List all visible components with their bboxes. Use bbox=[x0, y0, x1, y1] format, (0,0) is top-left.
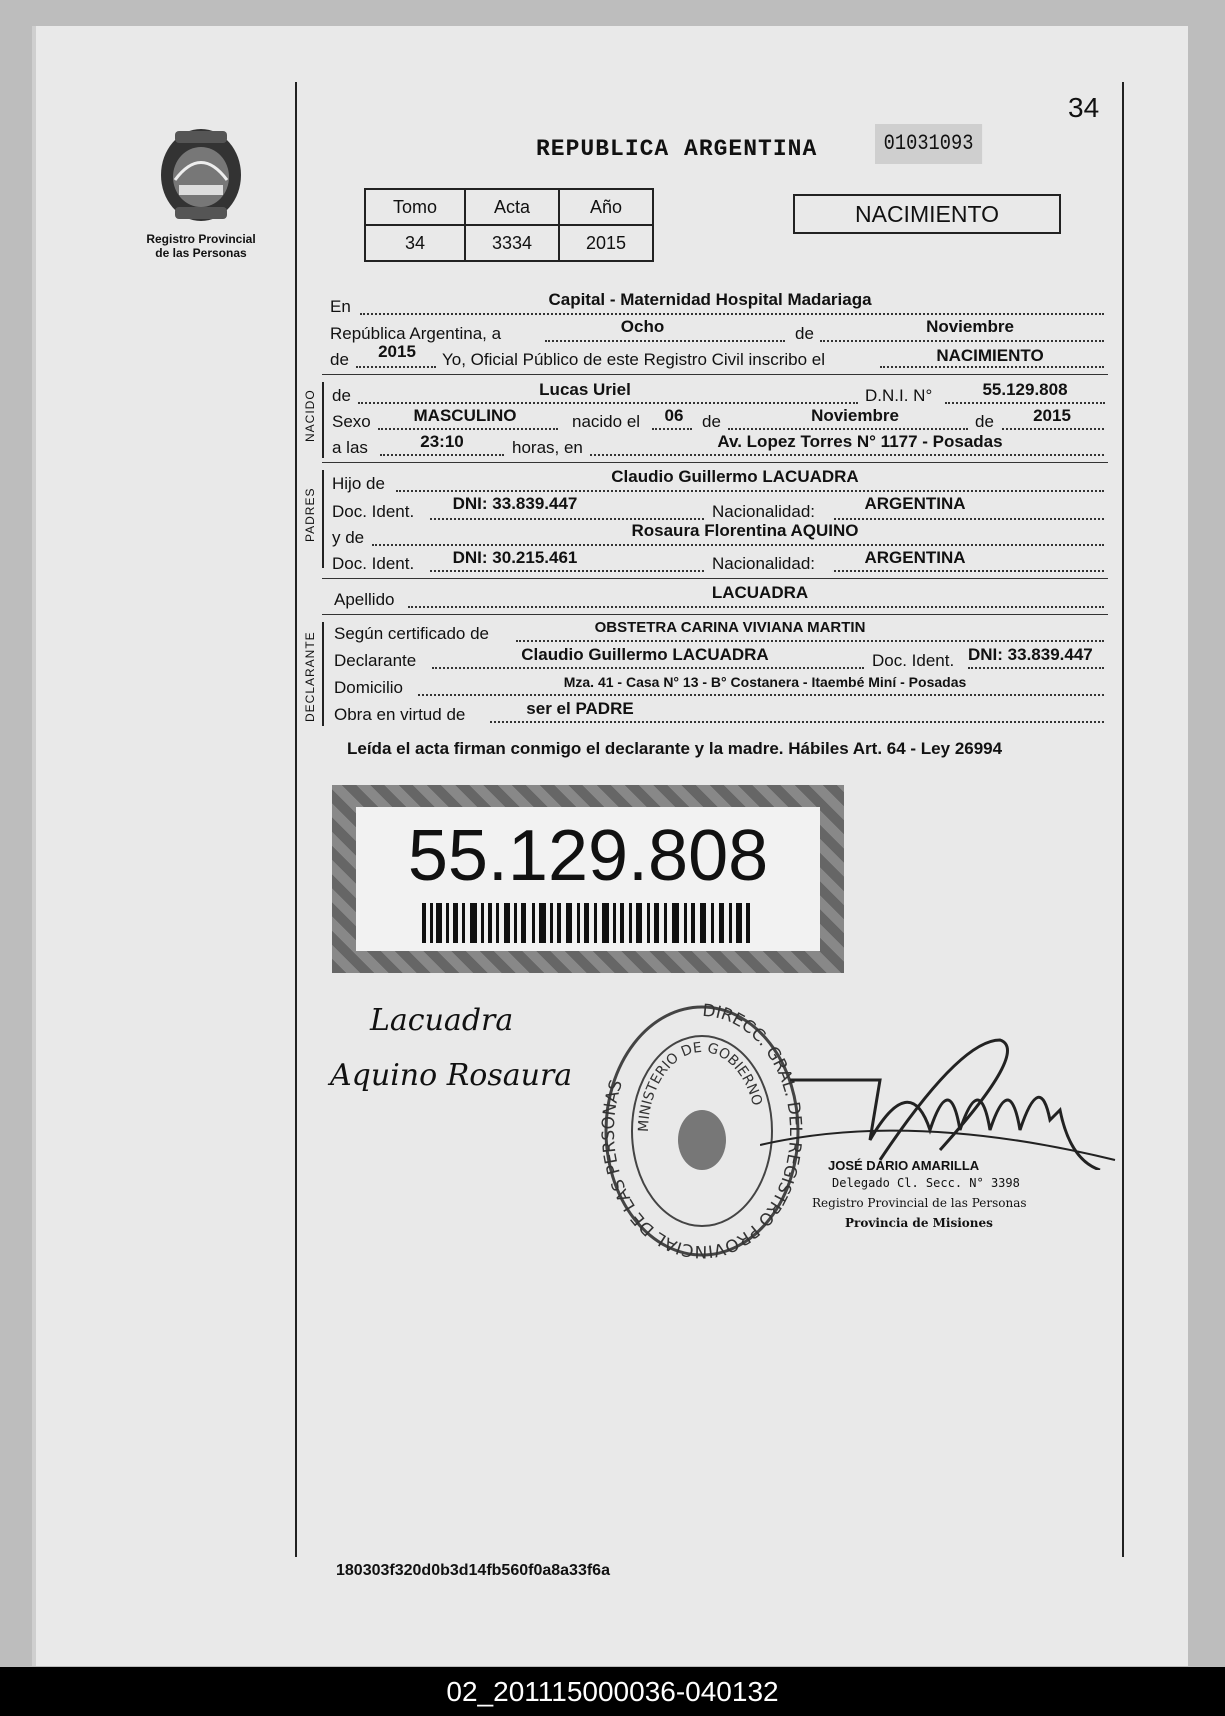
birth-place: Capital - Maternidad Hospital Madariaga bbox=[548, 290, 872, 309]
mother-doc: DNI: 30.215.461 bbox=[452, 548, 578, 567]
certificado-value: OBSTETRA CARINA VIVIANA MARTIN bbox=[594, 619, 866, 636]
child-dni: 55.129.808 bbox=[982, 380, 1068, 399]
nacido-section-label: NACIDO bbox=[303, 389, 317, 442]
separator bbox=[322, 462, 1108, 463]
dotted-line bbox=[378, 428, 558, 430]
dotted-line bbox=[652, 428, 692, 430]
dni-sticker-number: 55.129.808 bbox=[407, 816, 769, 896]
province-seal-icon bbox=[155, 125, 247, 225]
dotted-line bbox=[590, 454, 1104, 456]
mother-signature: Aquino Rosaura bbox=[330, 1058, 573, 1093]
dotted-line bbox=[432, 667, 864, 669]
tomo-header: Tomo bbox=[365, 189, 465, 225]
nacionalidad-label: Nacionalidad: bbox=[712, 502, 816, 521]
dotted-line bbox=[360, 313, 1104, 315]
declarante-name: Claudio Guillermo LACUADRA bbox=[521, 645, 769, 664]
document-type-box: NACIMIENTO bbox=[793, 194, 1061, 234]
anio-header: Año bbox=[559, 189, 653, 225]
declarante-doc: DNI: 33.839.447 bbox=[968, 645, 1093, 664]
act-year: 2015 bbox=[378, 342, 416, 361]
birth-month: Noviembre bbox=[811, 406, 899, 425]
dotted-line bbox=[545, 340, 785, 342]
dni-sticker bbox=[332, 785, 844, 973]
declarante-section-label: DECLARANTE bbox=[303, 631, 317, 722]
de-label: de bbox=[975, 412, 994, 431]
dotted-line bbox=[880, 366, 1104, 368]
en-label: En bbox=[330, 297, 351, 316]
dni-label: D.N.I. N° bbox=[865, 386, 933, 405]
country-title: REPUBLICA ARGENTINA bbox=[536, 136, 818, 162]
dotted-line bbox=[396, 490, 1104, 492]
section-bar bbox=[322, 470, 324, 568]
de2-label: de bbox=[330, 350, 349, 369]
dotted-line bbox=[728, 428, 968, 430]
doc-ident-label: Doc. Ident. bbox=[332, 502, 415, 521]
hijo-de-label: Hijo de bbox=[332, 474, 385, 493]
dotted-line bbox=[372, 544, 1104, 546]
dotted-line bbox=[356, 366, 436, 368]
dotted-line bbox=[820, 340, 1104, 342]
dotted-line bbox=[430, 518, 704, 520]
separator bbox=[322, 374, 1108, 375]
domicilio-label: Domicilio bbox=[334, 678, 403, 697]
stamp-inner-text: MINISTERIO DE GOBIERNO bbox=[635, 1039, 765, 1133]
apellido-label: Apellido bbox=[334, 590, 395, 609]
mother-nationality: ARGENTINA bbox=[864, 548, 966, 567]
left-margin-line bbox=[295, 82, 297, 1557]
separator bbox=[322, 578, 1108, 579]
obra-value: ser el PADRE bbox=[526, 699, 634, 718]
father-name: Claudio Guillermo LACUADRA bbox=[611, 467, 859, 486]
birth-year: 2015 bbox=[1033, 406, 1071, 425]
official-name: JOSÉ DARIO AMARILLA bbox=[828, 1158, 980, 1173]
closing-statement: Leída el acta firman conmigo el declarante y la madre. Hábiles Art. 64 - Ley 26994 bbox=[347, 739, 1003, 758]
act-day: Ocho bbox=[620, 317, 665, 336]
acta-header: Acta bbox=[465, 189, 559, 225]
separator bbox=[322, 614, 1108, 615]
segun-label: Según certificado de bbox=[334, 624, 489, 643]
birth-address: Av. Lopez Torres N° 1177 - Posadas bbox=[717, 432, 1003, 451]
mother-name: Rosaura Florentina AQUINO bbox=[631, 521, 859, 540]
obra-label: Obra en virtud de bbox=[334, 705, 466, 724]
tomo-acta-table bbox=[364, 188, 654, 262]
father-doc: DNI: 33.839.447 bbox=[452, 494, 578, 513]
anio-value: 2015 bbox=[559, 225, 653, 261]
nacido-el-label: nacido el bbox=[572, 412, 641, 431]
child-sex: MASCULINO bbox=[413, 406, 517, 425]
acta-value: 3334 bbox=[465, 225, 559, 261]
official-signature-icon bbox=[760, 1030, 1120, 1170]
page-number: 34 bbox=[1068, 92, 1100, 123]
birth-day: 06 bbox=[664, 406, 684, 425]
dotted-line bbox=[968, 667, 1104, 669]
tomo-value: 34 bbox=[365, 225, 465, 261]
dotted-line bbox=[430, 570, 704, 572]
section-bar bbox=[322, 382, 324, 458]
declarante-label: Declarante bbox=[334, 651, 417, 670]
apellido-value: LACUADRA bbox=[711, 583, 809, 602]
de-label: de bbox=[332, 386, 351, 405]
birth-time: 23:10 bbox=[420, 432, 464, 451]
dotted-line bbox=[945, 402, 1105, 404]
registry-label: Registro Provincial de las Personas bbox=[146, 232, 256, 260]
domicilio-value: Mza. 41 - Casa N° 13 - B° Costanera - Itaembé Miní - Posadas bbox=[563, 674, 967, 690]
file-footer: 02_201115000036-040132 bbox=[0, 1667, 1225, 1716]
dotted-line bbox=[380, 454, 504, 456]
horas-label: horas, en bbox=[512, 438, 583, 457]
dotted-line bbox=[834, 570, 1104, 572]
nacionalidad-label: Nacionalidad: bbox=[712, 554, 816, 573]
de-label: de bbox=[795, 324, 814, 343]
dotted-line bbox=[358, 402, 858, 404]
stamp-outer-text: DIRECC. GRAL. DEL REGISTRO PROVINCIAL DE LAS PERSONAS bbox=[598, 1002, 805, 1260]
father-nationality: ARGENTINA bbox=[864, 494, 966, 513]
dotted-line bbox=[516, 640, 1104, 642]
sexo-label: Sexo bbox=[332, 412, 371, 431]
section-bar bbox=[322, 622, 324, 726]
official-province: Provincia de Misiones bbox=[845, 1216, 993, 1230]
padres-section-label: PADRES bbox=[303, 487, 317, 542]
doc-ident-label: Doc. Ident. bbox=[332, 554, 415, 573]
y-de-label: y de bbox=[332, 528, 365, 547]
dotted-line bbox=[490, 721, 1104, 723]
official-role: Delegado Cl. Secc. N° 3398 bbox=[832, 1176, 1020, 1190]
republica-label: República Argentina, a bbox=[330, 324, 502, 343]
dotted-line bbox=[418, 694, 1104, 696]
dotted-line bbox=[834, 518, 1104, 520]
declarant-signature: Lacuadra bbox=[370, 1003, 514, 1038]
inscribe-type: NACIMIENTO bbox=[936, 346, 1044, 365]
act-month: Noviembre bbox=[926, 317, 1014, 336]
yo-text: Yo, Oficial Público de este Registro Civil inscribo el bbox=[442, 350, 825, 369]
dotted-line bbox=[408, 606, 1104, 608]
serial-number: 01031093 bbox=[875, 124, 982, 164]
right-margin-line bbox=[1122, 82, 1124, 1557]
dotted-line bbox=[1002, 428, 1104, 430]
de-label: de bbox=[702, 412, 721, 431]
child-name: Lucas Uriel bbox=[539, 380, 631, 399]
document-hash: 180303f320d0b3d14fb560f0a8a33f6a bbox=[336, 1562, 610, 1579]
barcode-icon bbox=[422, 903, 752, 943]
alas-label: a las bbox=[332, 438, 368, 457]
doc-ident-label: Doc. Ident. bbox=[872, 651, 955, 670]
official-registry: Registro Provincial de las Personas bbox=[812, 1196, 1027, 1210]
